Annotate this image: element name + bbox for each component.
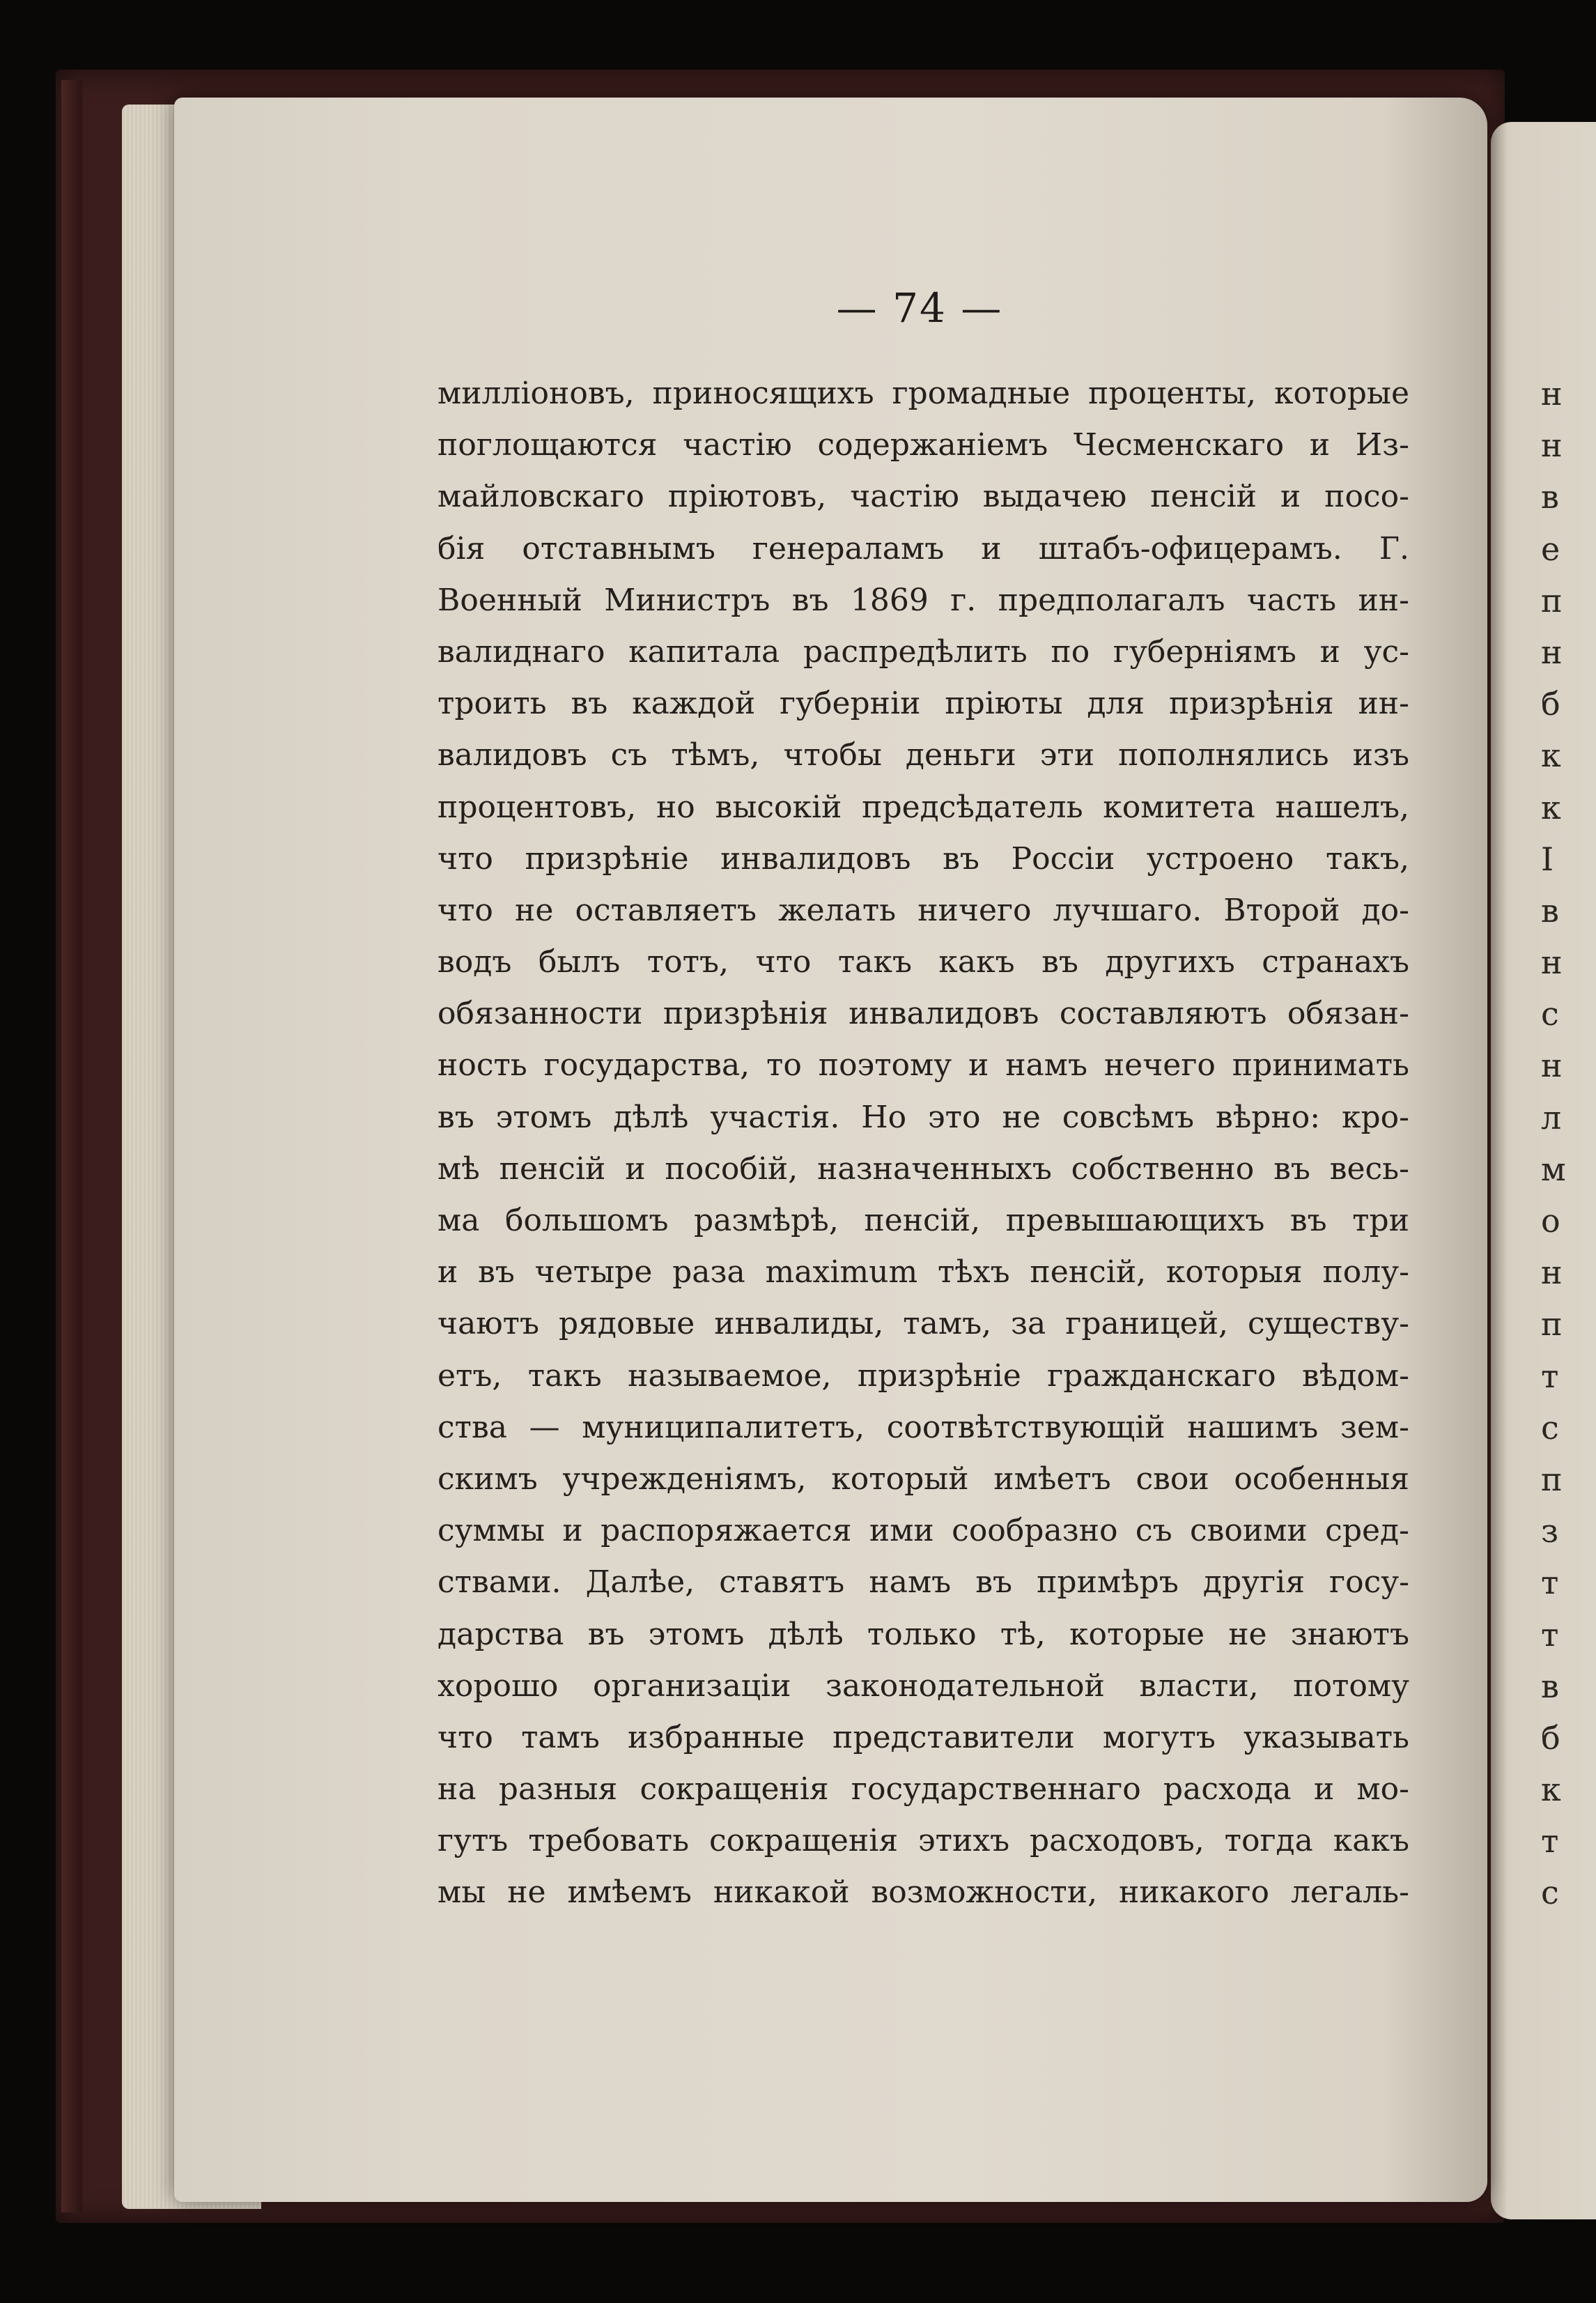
page-text [437,368,1409,1919]
next-page-line-fragment: к [1541,788,1561,826]
text-line: милліоновъ, приносящихъ громадные проценты, которые [437,376,1409,411]
text-line: суммы и распоряжается ими сообразно съ своими сред- [437,1513,1409,1549]
next-page-line-fragment: I [1541,840,1554,878]
next-page-line-fragment: н [1541,426,1563,465]
next-page-line-fragment: с [1541,1408,1559,1447]
text-line: гутъ требовать сокращенія этихъ расходовъ, тогда какъ [437,1823,1409,1859]
text-line: что призрѣніе инвалидовъ въ Россіи устроено такъ, [437,840,1409,877]
next-page-line-fragment: б [1541,1718,1560,1757]
next-page-line-fragment: н [1541,633,1563,671]
text-line: ства — муниципалитетъ, соотвѣтствующій нашимъ зем- [437,1409,1409,1445]
next-page-line-fragment: т [1541,1822,1559,1861]
text-line: валиднаго капитала распредѣлить по губерніямъ и ус- [437,633,1409,670]
text-line: майловскаго пріютовъ, частію выдачею пенсій и посо- [437,479,1409,515]
next-page-line-fragment: н [1541,375,1563,413]
text-line: обязанности призрѣнія инвалидовъ составляютъ обязан- [437,996,1409,1032]
text-line: и въ четыре раза maximum тѣхъ пенсій, которыя полу- [437,1254,1409,1291]
text-line: чаютъ рядовые инвалиды, тамъ, за границей, существу- [437,1306,1409,1342]
next-page-line-fragment: в [1541,1667,1559,1705]
text-line: скимъ учрежденіямъ, который имѣетъ свои особенныя [437,1461,1409,1497]
text-line: что тамъ избранные представители могутъ указывать [437,1719,1409,1755]
next-page-line-fragment: в [1541,891,1559,930]
next-page-line-fragment: п [1541,581,1563,619]
text-line: процентовъ, но высокій предсѣдатель комитета нашелъ, [437,789,1409,825]
cover-spine-edge [61,80,82,2212]
next-page-line-fragment: н [1541,1254,1563,1292]
text-line: ствами. Далѣе, ставятъ намъ въ примѣръ другія госу- [437,1564,1409,1601]
next-page-line-fragment: в [1541,478,1559,516]
next-page-line-fragment: т [1541,1564,1559,1602]
text-line: бія отставнымъ генераламъ и штабъ-офицерамъ. Г. [437,530,1409,567]
next-page-line-fragment: с [1541,995,1559,1033]
next-page-line-fragment: п [1541,1305,1563,1343]
next-page-line-fragment: с [1541,1874,1559,1912]
next-page-line-fragment: к [1541,1771,1561,1809]
next-page-line-fragment: п [1541,1460,1563,1498]
next-page-line-fragment: б [1541,685,1560,723]
next-page-text-fragments [1541,368,1596,1919]
text-line: валидовъ съ тѣмъ, чтобы деньги эти пополнялись изъ [437,737,1409,773]
next-page-line-fragment: з [1541,1512,1559,1550]
text-line: на разныя сокращенія государственнаго расхода и мо- [437,1771,1409,1808]
text-line: мы не имѣемъ никакой возможности, никакого легаль- [437,1874,1409,1911]
text-line: ность государства, то поэтому и намъ нечего принимать [437,1047,1409,1084]
text-line: въ этомъ дѣлѣ участія. Но это не совсѣмъ вѣрно: кро- [437,1099,1409,1135]
text-line: хорошо организаціи законодательной власти, потому [437,1667,1409,1704]
text-line: етъ, такъ называемое, призрѣніе гражданскаго вѣдом- [437,1357,1409,1394]
next-page-line-fragment: е [1541,530,1560,568]
next-page-line-fragment: к [1541,737,1561,775]
page-number: — 74 — [836,284,1003,332]
text-line: поглощаются частію содержаніемъ Чесменскаго и Из- [437,427,1409,463]
text-line: ма большомъ размѣрѣ, пенсій, превышающихъ въ три [437,1203,1409,1238]
text-line: Военный Министръ въ 1869 г. предполагалъ часть ин- [437,582,1409,618]
text-line: мѣ пенсій и пособій, назначенныхъ собственно въ весь- [437,1150,1409,1187]
text-line: что не оставляетъ желать ничего лучшаго. Второй до- [437,892,1409,928]
next-page-line-fragment: т [1541,1615,1559,1654]
next-page-line-fragment: н [1541,1047,1563,1085]
text-line: дарства въ этомъ дѣлѣ только тѣ, которые не знаютъ [437,1616,1409,1652]
next-page-line-fragment: н [1541,943,1563,982]
next-page-line-fragment: т [1541,1357,1559,1395]
next-page-line-fragment: о [1541,1202,1560,1240]
next-page-line-fragment: м [1541,1150,1566,1188]
text-line: водъ былъ тотъ, что такъ какъ въ другихъ странахъ [437,944,1409,980]
next-page-line-fragment: л [1541,1098,1562,1137]
text-line: троить въ каждой губерніи пріюты для призрѣнія ин- [437,686,1409,722]
